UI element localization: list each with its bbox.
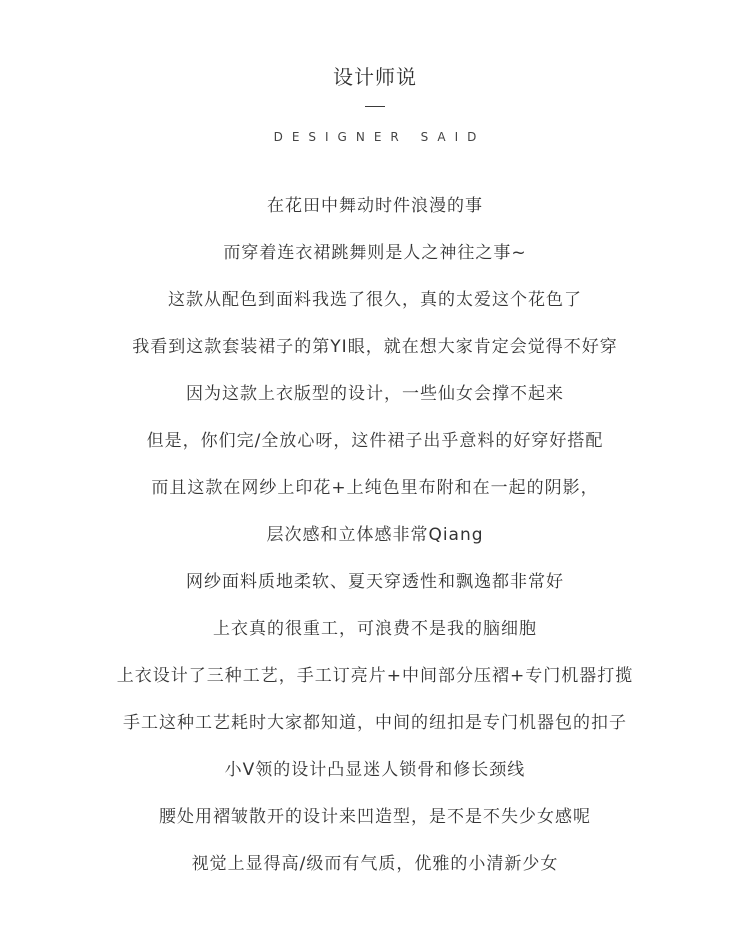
section-subtitle: DESIGNER SAID [273,130,486,144]
text-line: 而穿着连衣裙跳舞则是人之神往之事~ [223,243,527,263]
text-line: 腰处用褶皱散开的设计来凹造型，是不是不失少女感呢 [159,807,591,827]
text-line: 我看到这款套装裙子的第YI眼，就在想大家肯定会觉得不好穿 [132,337,618,357]
text-line: 上衣真的很重工，可浪费不是我的脑细胞 [213,619,537,639]
text-line: 上衣设计了三种工艺，手工订亮片+中间部分压褶+专门机器打揽 [116,666,634,686]
text-line: 这款从配色到面料我选了很久，真的太爱这个花色了 [168,290,582,310]
title-divider [365,106,385,107]
description-text [0,190,750,895]
text-line: 小V领的设计凸显迷人锁骨和修长颈线 [224,760,526,780]
text-line: 而且这款在网纱上印花+上纯色里布附和在一起的阴影， [151,478,599,498]
text-line: 视觉上显得高/级而有气质，优雅的小清新少女 [191,854,559,874]
text-line: 层次感和立体感非常Qiang [266,525,484,545]
text-line: 手工这种工艺耗时大家都知道，中间的纽扣是专门机器包的扣子 [123,713,627,733]
text-line: 因为这款上衣版型的设计，一些仙女会撑不起来 [186,384,564,404]
section-title: 设计师说 [333,65,417,89]
section-header [0,62,750,145]
text-line: 但是，你们完/全放心呀，这件裙子出乎意料的好穿好搭配 [146,431,604,451]
text-line: 在花田中舞动时件浪漫的事 [267,196,483,216]
text-line: 网纱面料质地柔软、夏天穿透性和飘逸都非常好 [186,572,564,592]
